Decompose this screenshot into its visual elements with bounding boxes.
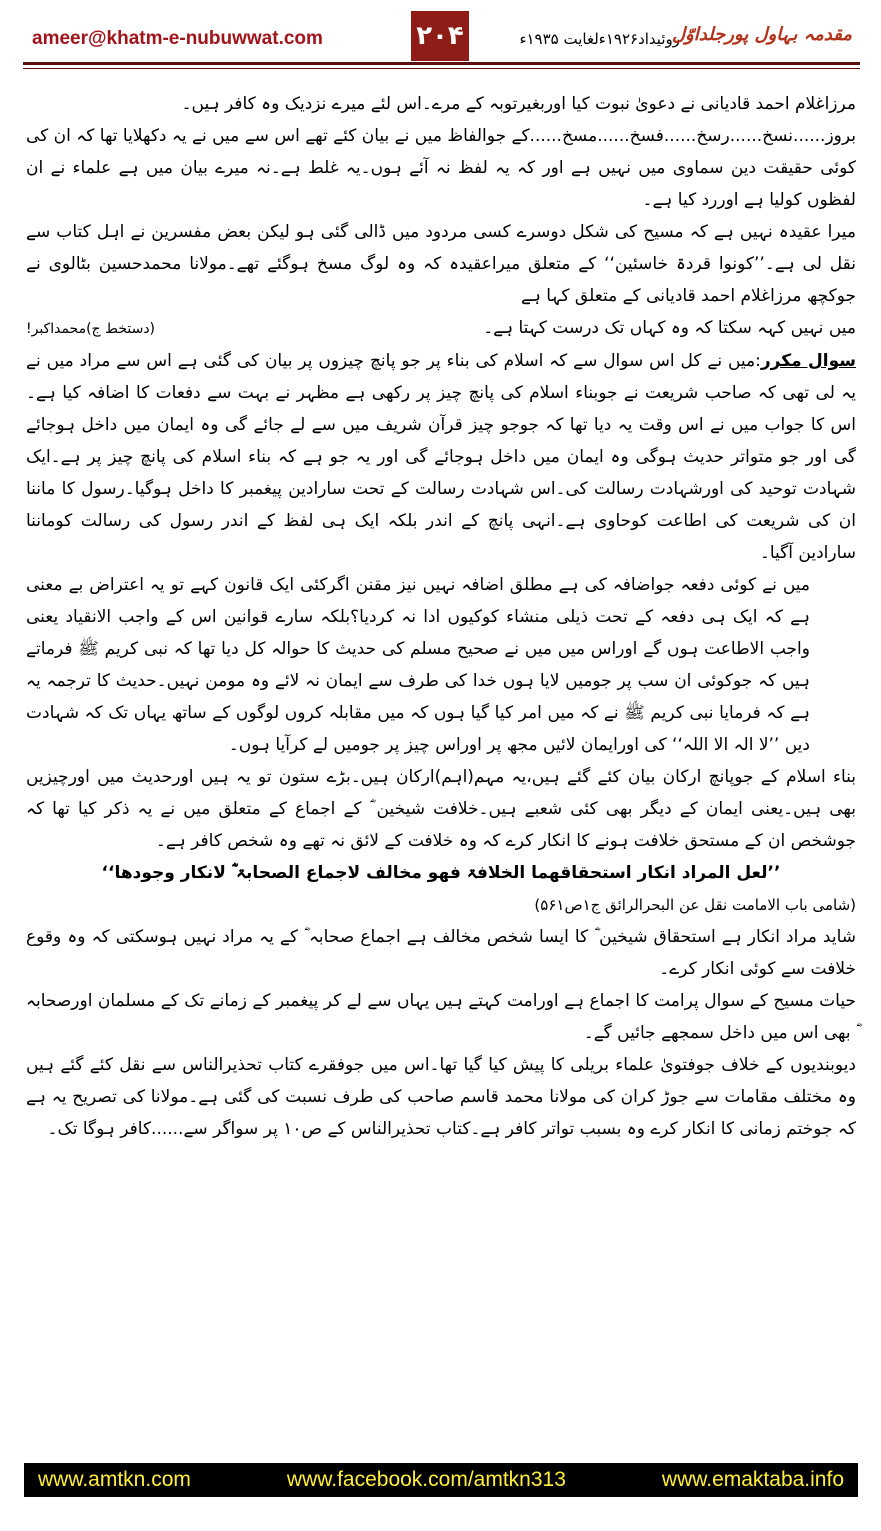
header-divider-thin <box>23 68 860 69</box>
footer-link-facebook[interactable]: www.facebook.com/amtkn313 <box>286 1468 566 1491</box>
paragraph <box>26 345 856 569</box>
header-divider <box>23 62 860 65</box>
paragraph: میرا عقیدہ نہیں ہے کہ مسیح کی شکل دوسرے کسی مردود میں ڈالی گئی ہو لیکن بعض مفسرین نے اہل کتاب سے نقل لی ہے۔’’کونوا قردۃ خاسئین‘‘ کے متعلق میراعقیدہ کہ وہ لوگ مسخ ہوگئے تھے۔مولانا محمدحسین بٹالوی نے جوکچھ مرزاغلام احمد قادیانی کے متعلق کہا ہے <box>26 222 856 306</box>
footer-link-amtkn[interactable]: www.amtkn.com <box>38 1468 191 1491</box>
page-header <box>0 0 881 82</box>
signature-line <box>26 312 856 345</box>
paragraph: دیوبندیوں کے خلاف جوفتویٰ علماء بریلی کا پیش کیا گیا تھا۔اس میں جوفقرے کتاب تحذیرالناس سے نقل کئے گئے ہیں وہ مختلف مقامات سے جوڑ کران کی مولانا محمد قاسم صاحب کی طرف نسبت کی گئی ہے۔مولانا کی تصریح یہ ہے کہ جوختم زمانی کا انکار کرے وہ بسبب تواتر کافر ہے۔کتاب تحذیرالناس کے ص۱۰ پر سواگر سے......کافر ہوگا تک۔ <box>26 1055 856 1139</box>
arabic-quote: ’’لعل المراد انکار استحقاقھما الخلافۃ فھو مخالف لاجماع الصحابۃ ؓ لانکار وجودھا‘‘ <box>101 863 781 883</box>
reference: (شامی باب الامامت نقل عن البحرالرائق ج۱ص۵۶۱) <box>534 896 856 914</box>
header-email[interactable]: ameer@khatm-e-nubuwwat.com <box>32 28 323 49</box>
paragraph: بروز......نسخ......رسخ......فسخ......مسخ......کے جوالفاظ میں نے بیان کئے تھے اس سے میں نے یہ دکھلایا تھا کہ ان کی کوئی حقیقت دین سماوی میں نہیں ہے اور کہ یہ لفظ نہ آئے ہوں۔یہ غلط ہے۔نہ میرے بیان میں ہے علماء نے ان لفظوں کولیا ہے اوررد کیا ہے۔ <box>26 126 856 210</box>
paragraph: مرزاغلام احمد قادیانی نے دعویٰ نبوت کیا اوربغیرتوبہ کے مرے۔اس لئے میرے نزدیک وہ کافر ہیں۔ <box>181 94 856 114</box>
paragraph: حیات مسیح کے سوال پرامت کا اجماع ہے اورامت کہتے ہیں یہاں سے لے کر پیغمبر کے زمانے تک کے مسلمان اورصحابہ ؓ بھی اس میں داخل سمجھے جائیں گے۔ <box>26 991 856 1043</box>
paragraph: بناء اسلام کے جوپانچ ارکان بیان کئے گئے ہیں،یہ مہم(اہم)ارکان ہیں۔بڑے ستون تو یہ ہیں اورحدیث میں اورچیزیں بھی ہیں۔یعنی ایمان کے دیگر بھی کئی شعبے ہیں۔خلافت شیخین ؓ کے اجماع کے متعلق میں نے یہ ذکر کیا تھا کہ جوشخص ان کے مستحق خلافت ہونے کا انکار کرے کہ وہ خلافت کے لائق نہ تھے وہ شخص کافر ہے۔ <box>26 767 856 851</box>
page-number: ۲۰۴ <box>411 11 469 61</box>
paragraph: شاید مراد انکار ہے استحقاق شیخین ؓ کا ایسا شخص مخالف ہے اجماع صحابہ ؓ کے یہ مراد نہیں ہوسکتی کہ وہ وقوع خلافت سے کوئی انکار کرے۔ <box>26 927 856 979</box>
paragraph-end: میں نہیں کہہ سکتا کہ وہ کہاں تک درست کہتا ہے۔ <box>483 318 856 338</box>
signature-note: (دستخط ج)محمداکبر! <box>26 321 156 337</box>
book-title: مقدمہ بہاول پورجلداوّل <box>671 24 852 45</box>
paragraph-text: :میں نے کل اس سوال سے کہ اسلام کی بناء پر جو پانچ چیزوں پر بیان کی گئی ہے اس سے مراد میں نے یہ لی تھی کہ صاحب شریعت نے جوبناء اسلام کی پانچ چیز پر رکھی ہے مظہر نے بہت سے دفعات کا اضافہ کیا ہے۔اس کا جواب میں نے اس وقت یہ دیا تھا کہ جوجو چیز قرآن شریف میں سے لے جائے گی وہ ایمان میں داخل ہوجائے گی اور جو متواتر حدیث ہوگی وہ ایمان میں داخل ہوجائے گی اور یہ جو ہے کہ بناء اسلام کی پانچ چیز پر ہے۔ایک شہادت توحید کی اورشہادت رسالت کی۔اس شہادت رسالت کے تحت سارادین پیغمبر کا داخل ہوگیا۔رسول کا ماننا ان کی شریعت کی اطاعت کوحاوی ہے۔انہی پانچ کے اندر بلکہ ایک ہی لفظ کے اندر رسول کی رسالت کوماننا سارادین آگیا۔ <box>26 351 856 563</box>
paragraph: میں نے کوئی دفعہ جواضافہ کی ہے مطلق اضافہ نہیں نیز مقنن اگرکئی ایک قانون کہے تو یہ اعتراض بے معنی ہے کہ ایک ہی دفعہ کے تحت ذیلی منشاء کوکیوں ادا نہ کردیا؟بلکہ سارے قوانین اس کے واجب الانقیاد یعنی واجب الاطاعت ہوں گے اوراس میں میں نے صحیح مسلم کی حدیث کا حوالہ کل دیا تھا کہ نبی کریم ﷺ فرماتے ہیں کہ جوکوئی ان سب پر جومیں لایا ہوں خدا کی طرف سے ایمان نہ لائے وہ مومن نہیں۔حدیث کا ترجمہ یہ ہے کہ فرمایا نبی کریم ﷺ نے کہ میں امر کیا گیا ہوں کہ میں مقابلہ کروں لوگوں کے ساتھ یہاں تک کہ شہادت دیں ’’لا الہ الا اللہ‘‘ کی اورایمان لائیں مجھ پر اوراس چیز پر جومیں لے کرآیا ہوں۔ <box>26 575 810 755</box>
header-years: روئیداد۱۹۲۶ءلغایت ۱۹۳۵ء <box>519 30 680 48</box>
footer-link-emaktaba[interactable]: www.emaktaba.info <box>661 1468 844 1491</box>
section-label: سوال مکرر <box>760 351 856 371</box>
footer-bar <box>24 1463 858 1497</box>
document-body <box>26 88 856 1448</box>
